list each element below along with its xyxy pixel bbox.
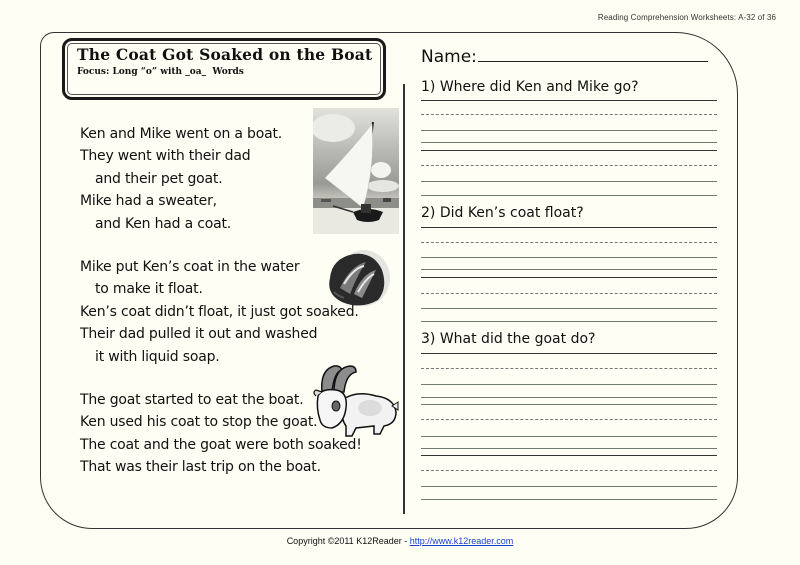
question-underline: [421, 227, 717, 228]
name-field[interactable]: [421, 44, 708, 67]
writing-line: [421, 277, 717, 278]
story-line: That was their last trip on the boat.: [80, 459, 321, 476]
question-3: [420, 331, 717, 351]
midline-dashed: [421, 419, 717, 420]
goat-icon: [312, 362, 402, 442]
writing-line: [421, 486, 717, 487]
story-line: Ken’s coat didn’t float, it just got soaked.: [80, 303, 359, 320]
question-text: 3) What did the goat do?: [421, 331, 596, 347]
story-line: to make it float.: [95, 281, 203, 298]
midline-dashed: [421, 242, 717, 243]
question-text: 1) Where did Ken and Mike go?: [421, 79, 639, 95]
name-write-line[interactable]: [478, 44, 708, 62]
header-meta: Reading Comprehension Worksheets: A-32 of 36: [597, 13, 776, 22]
writing-line: [421, 269, 717, 270]
writing-line: [421, 142, 717, 143]
writing-line: [421, 404, 717, 405]
writing-line: [421, 181, 717, 182]
coat-image: [320, 248, 392, 310]
column-divider: [403, 84, 405, 514]
sailboat-icon: [313, 108, 399, 234]
question-1: [420, 79, 717, 99]
writing-line: [421, 321, 717, 322]
question-underline: [421, 353, 717, 354]
story-line: it with liquid soap.: [95, 348, 220, 365]
midline-dashed: [421, 114, 717, 115]
question-text: 2) Did Ken’s coat float?: [421, 205, 584, 221]
story-line: The coat and the goat were both soaked!: [80, 436, 362, 453]
writing-line: [421, 455, 717, 456]
name-label: Name:: [421, 47, 477, 67]
story-line: and Ken had a coat.: [95, 215, 232, 232]
goat-image: [312, 362, 402, 442]
writing-line: [421, 448, 717, 449]
story-line: and their pet goat.: [95, 170, 223, 187]
sailboat-image: [313, 108, 399, 234]
midline-dashed: [421, 470, 717, 471]
writing-line: [421, 397, 717, 398]
coat-icon: [320, 248, 392, 310]
writing-line: [421, 384, 717, 385]
writing-line: [421, 195, 717, 196]
footer: [0, 536, 800, 546]
midline-dashed: [421, 293, 717, 294]
title-box: [62, 38, 386, 100]
writing-line: [421, 130, 717, 131]
writing-line: [421, 257, 717, 258]
writing-line: [421, 308, 717, 309]
story-line: Mike put Ken’s coat in the water: [80, 259, 300, 276]
midline-dashed: [421, 368, 717, 369]
writing-line: [421, 436, 717, 437]
story-line: They went with their dad: [80, 148, 251, 165]
worksheet-title: The Coat Got Soaked on the Boat: [77, 45, 373, 64]
story-line: Their dad pulled it out and washed: [80, 326, 318, 343]
question-underline: [421, 100, 717, 101]
writing-line: [421, 150, 717, 151]
story-line: Ken and Mike went on a boat.: [80, 126, 283, 142]
story-line: Ken used his coat to stop the goat.: [80, 414, 318, 431]
midline-dashed: [421, 165, 717, 166]
writing-line: [421, 499, 717, 500]
story-line: The goat started to eat the boat.: [80, 392, 304, 409]
focus-subtitle: Focus: Long “o” with _oa_ Words: [77, 67, 244, 77]
story-line: Mike had a sweater,: [80, 193, 217, 210]
k12reader-link[interactable]: http://www.k12reader.com: [409, 536, 514, 546]
question-2: [420, 205, 717, 225]
copyright-text: Copyright ©2011 K12Reader -: [286, 536, 410, 546]
